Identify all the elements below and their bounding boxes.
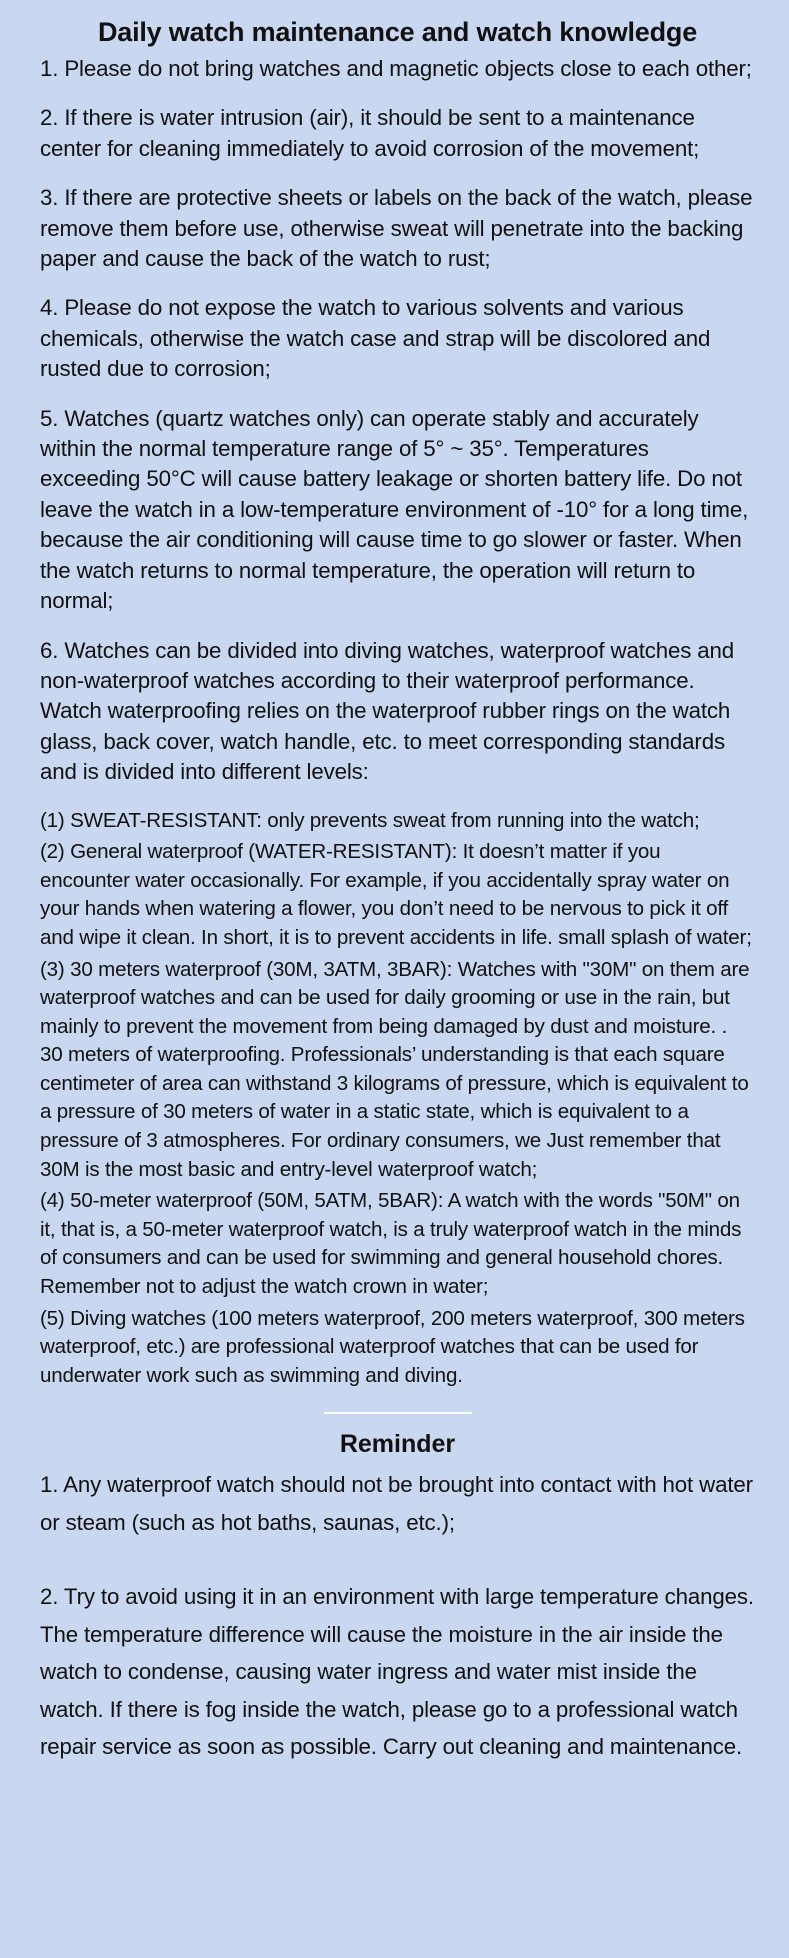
waterproof-level-item: (2) General waterproof (WATER-RESISTANT): It doesn’t matter if you encounter water occasionally. For example, if you accidentally spray water on your hands when watering a flower, you don’t need to be nervous to pick it off and wipe it clean. In short, it is to prevent accidents in life. small splash of water; [40, 840, 752, 949]
maintenance-item: 2. If there is water intrusion (air), it should be sent to a maintenance center for cleaning immediately to avoid corrosion of the movement; [40, 105, 700, 161]
reminder-item: 2. Try to avoid using it in an environment with large temperature changes. The temperature difference will cause the moisture in the air inside the watch to condense, causing water ingress and water mist inside the watch. If there is fog inside the watch, please go to a professional watch repair service as soon as possible. Carry out cleaning and maintenance. [40, 1584, 754, 1760]
waterproof-levels-list [40, 807, 755, 1391]
page-title: Daily watch maintenance and watch knowledge [97, 17, 698, 47]
reminder-list [40, 1466, 755, 1766]
maintenance-item: 5. Watches (quartz watches only) can operate stably and accurately within the normal temperature range of 5° ~ 35°. Temperatures exceeding 50°C will cause battery leakage or shorten battery life. Do not leave the watch in a low-temperature environment of -10° for a long time, because the air conditioning will cause time to go slower or faster. When the watch returns to normal temperature, the operation will return to normal; [40, 405, 749, 614]
maintenance-item: 6. Watches can be divided into diving watches, waterproof watches and non-waterproof watches according to their waterproof performance. Watch waterproofing relies on the waterproof rubber rings on the watch glass, back cover, watch handle, etc. to meet corresponding standards and is divided into different levels: [40, 637, 735, 785]
section-divider [324, 1412, 472, 1414]
waterproof-level-item: (4) 50-meter waterproof (50M, 5ATM, 5BAR): A watch with the words "50M" on it, that is, a 50-meter waterproof watch, is a truly waterproof watch in the minds of consumers and can be used for swimming and general household chores. Remember not to adjust the watch crown in water; [40, 1189, 742, 1299]
waterproof-level-item: (5) Diving watches (100 meters waterproof, 200 meters waterproof, 300 meters waterproof, etc.) are professional waterproof watches that can be used for underwater work such as swimming and diving. [40, 1306, 745, 1387]
waterproof-level-item: (1) SWEAT-RESISTANT: only prevents sweat from running into the watch; [40, 808, 700, 832]
maintenance-list [40, 54, 755, 788]
reminder-item: 1. Any waterproof watch should not be brought into contact with hot water or steam (such as hot baths, saunas, etc.); [40, 1472, 753, 1535]
maintenance-item: 1. Please do not bring watches and magnetic objects close to each other; [40, 56, 752, 81]
reminder-heading: Reminder [339, 1430, 456, 1459]
waterproof-level-item: (3) 30 meters waterproof (30M, 3ATM, 3BAR): Watches with "30M" on them are waterproof watches and can be used for daily grooming or use in the rain, but mainly to prevent the movement from being damaged by dust and moisture. . 30 meters of waterproofing. Professionals’ understanding is that each square centimeter of area can withstand 3 kilograms of pressure, which is equivalent to a pressure of 30 meters of water in a static state, which is equivalent to a pressure of 3 atmospheres. For ordinary consumers, we Just remember that 30M is the most basic and entry-level waterproof watch; [40, 957, 750, 1181]
maintenance-item: 4. Please do not expose the watch to various solvents and various chemicals, otherwise the watch case and strap will be discolored and rusted due to corrosion; [40, 295, 711, 382]
maintenance-item: 3. If there are protective sheets or labels on the back of the watch, please remove them before use, otherwise sweat will penetrate into the backing paper and cause the back of the watch to rust; [40, 185, 753, 272]
